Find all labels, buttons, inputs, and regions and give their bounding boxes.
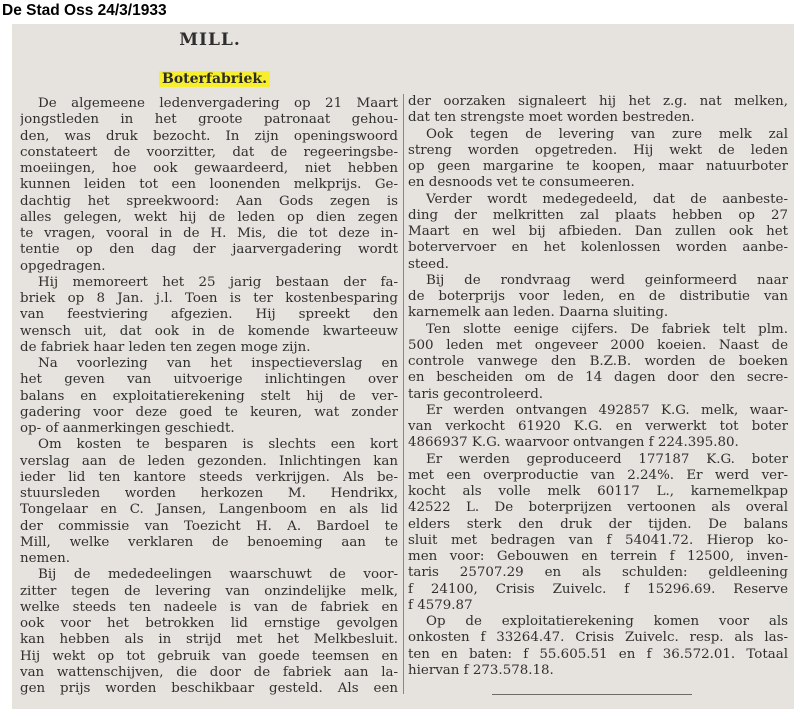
text-line: karnemelk aan leden. Daarna sluiting. <box>408 305 669 321</box>
text-line: Er werden geproduceerd 177187 K.G. boter <box>426 451 788 467</box>
text-line: opgedragen. <box>20 258 106 274</box>
text-line: dat ten strengste moet worden bestreden. <box>408 110 695 126</box>
text-line: 42522 L. De boterprijzen vertoonen als overal <box>408 500 788 516</box>
text-line: men voor: Gebouwen en terrein f 12500, inven- <box>408 549 788 564</box>
text-line: briek op 8 Jan. j.l. Toen is ter kostenbesparing <box>20 291 398 306</box>
text-line: der oorzaken signaleert hij het z.g. nat melken, <box>408 94 788 109</box>
text-line: onkosten f 33264.47. Crisis Zuivelc. resp. als las- <box>408 630 788 646</box>
text-line: Verder wordt medegedeeld, dat de aanbeste- <box>426 191 788 207</box>
text-line: de boterprijs voor leden, en de distributie van <box>408 289 788 304</box>
text-line: taris 25707.29 en als schulden: geldleening <box>408 565 788 581</box>
text-line: van wattenschijven, die door de fabriek aan la- <box>20 664 398 680</box>
text-line: ten en baten: f 55.605.51 en f 36.572.01. Totaal <box>408 646 788 662</box>
text-line: botervervoer en het kolenlossen worden aanbe- <box>408 240 788 256</box>
text-line: Ook tegen de levering van zure melk zal <box>426 126 788 142</box>
text-line: het geven van uitvoerige inlichtingen over <box>20 372 398 388</box>
text-line: gen prijs worden beschikbaar gesteld. Als een <box>20 681 398 696</box>
text-line: Na voorlezing van het inspectieverslag en <box>38 356 398 371</box>
text-line: te vragen, vooral in de H. Mis, die tot deze in- <box>20 226 398 241</box>
right-column <box>408 94 788 679</box>
section-title: Boterfabriek. <box>159 71 270 87</box>
text-line: Bij de mededeelingen waarschuwt de voor- <box>38 567 398 583</box>
text-line: steed. <box>408 256 449 272</box>
end-rule <box>492 694 692 695</box>
article-masthead: MILL. <box>179 30 241 50</box>
text-line: zitter tegen de levering van onzindelijke melk, <box>20 583 398 599</box>
text-line: Hij memoreert het 25 jarig bestaan der fa- <box>38 274 398 290</box>
text-line: 500 leden met ongeveer 2000 koeien. Naast de <box>408 337 788 353</box>
text-line: f 4579.87 <box>408 597 473 613</box>
text-line: kan hebben als in strijd met het Melkbesluit. <box>20 632 398 648</box>
text-line: balans en exploitatierekening stelt hij de ver- <box>20 388 398 404</box>
text-line: en desnoods vet te consumeeren. <box>408 175 635 191</box>
text-line: en bescheiden om de 14 dagen door den secre- <box>408 370 788 386</box>
text-line: der commissie van Toezicht H. A. Bardoel te <box>20 518 398 534</box>
text-line: alles gelegen, wekt hij de leden op dien zegen <box>20 209 398 225</box>
text-line: Op de exploitatierekening komen voor als <box>426 614 788 629</box>
text-line: kocht als volle melk 60117 L., karnemelkpap <box>408 484 788 499</box>
text-line: constateert de voorzitter, dat de regeeringsbe- <box>20 144 398 160</box>
text-line: gadering voor deze goed te keuren, wat zonder <box>20 404 398 420</box>
text-line: nemen. <box>20 551 71 566</box>
text-line: Tongelaar en C. Jansen, Langenboom en als lid <box>20 502 398 518</box>
text-line: controle vanwege den B.Z.B. worden de boeken <box>408 354 788 369</box>
text-line: dachtig het spreekwoord: Aan Gods zegen is <box>20 193 398 209</box>
text-line: jongstleden in het groote patronaat gehou- <box>20 112 398 128</box>
text-line: streng worden opgetreden. Hij wekt de leden <box>408 142 788 158</box>
text-line: De algemeene ledenvergadering op 21 Maart <box>38 96 398 111</box>
text-line: Er werden ontvangen 492857 K.G. melk, waar- <box>426 402 788 418</box>
text-line: met een overproductie van 2.24%. Er werd ver- <box>408 467 788 483</box>
text-line: sluit met bedragen van f 54041.72. Hierop ko- <box>408 532 788 548</box>
text-line: van verkocht 61920 K.G. en verwerkt tot boter <box>408 419 788 434</box>
text-line: ieder lid ten kantore steeds verkrijgen. Als be- <box>20 469 398 485</box>
text-line: kunnen leiden tot een loonenden melkprijs. Ge- <box>20 177 398 193</box>
newspaper-clipping <box>12 24 794 709</box>
text-line: welke steeds ten nadeele is van de fabriek en <box>20 599 398 615</box>
text-line: Om kosten te besparen is slechts een kort <box>38 437 398 453</box>
text-line: stuursleden worden herkozen M. Hendrikx, <box>20 486 398 501</box>
text-line: den, was druk bezocht. In zijn openingswoord <box>20 128 398 144</box>
text-line: taris gecontroleerd. <box>408 386 544 402</box>
text-line: f 24100, Crisis Zuivelc. f 15296.69. Reserve <box>408 581 788 597</box>
text-line: op- of aanmerkingen geschiedt. <box>20 421 235 436</box>
text-line: van feestviering afgezien. Hij spreekt den <box>20 307 398 323</box>
text-line: Maart en wel bij afbieden. Dan zullen ook het <box>408 224 788 239</box>
text-line: Mill, welke verklaren de benoeming aan te <box>20 534 398 550</box>
column-divider <box>403 94 404 694</box>
text-line: ding der melkritten zal plaats hebben op 27 <box>408 207 788 223</box>
text-line: tentie op den dag der jaarvergadering wordt <box>20 242 398 258</box>
text-line: ook voor het betrokken lid ernstige gevolgen <box>20 616 398 631</box>
text-line: Ten slotte eenige cijfers. De fabriek telt plm. <box>426 321 788 337</box>
text-line: Bij de rondvraag werd geinformeerd naar <box>426 272 788 288</box>
text-line: op geen margarine te koopen, maar natuurboter <box>408 159 788 174</box>
text-line: de fabriek haar leden ten zegen moge zijn. <box>20 339 311 355</box>
text-line: verslag aan de leden gezonden. Inlichtingen kan <box>20 453 398 469</box>
clipping-caption: De Stad Oss 24/3/1933 <box>2 2 167 19</box>
text-line: Hij wekt op tot gebruik van goede teemsen en <box>20 648 398 664</box>
left-column <box>20 96 398 697</box>
text-line: wensch uit, dat ook in de komende kwarteeuw <box>20 323 398 339</box>
text-line: 4866937 K.G. waarvoor ontvangen f 224.395.80. <box>408 435 739 451</box>
text-line: moeiingen, hoe ook gewaardeerd, niet hebben <box>20 161 398 176</box>
text-line: hiervan f 273.578.18. <box>408 662 554 678</box>
text-line: elders sterk den druk der tijden. De balans <box>408 516 788 532</box>
